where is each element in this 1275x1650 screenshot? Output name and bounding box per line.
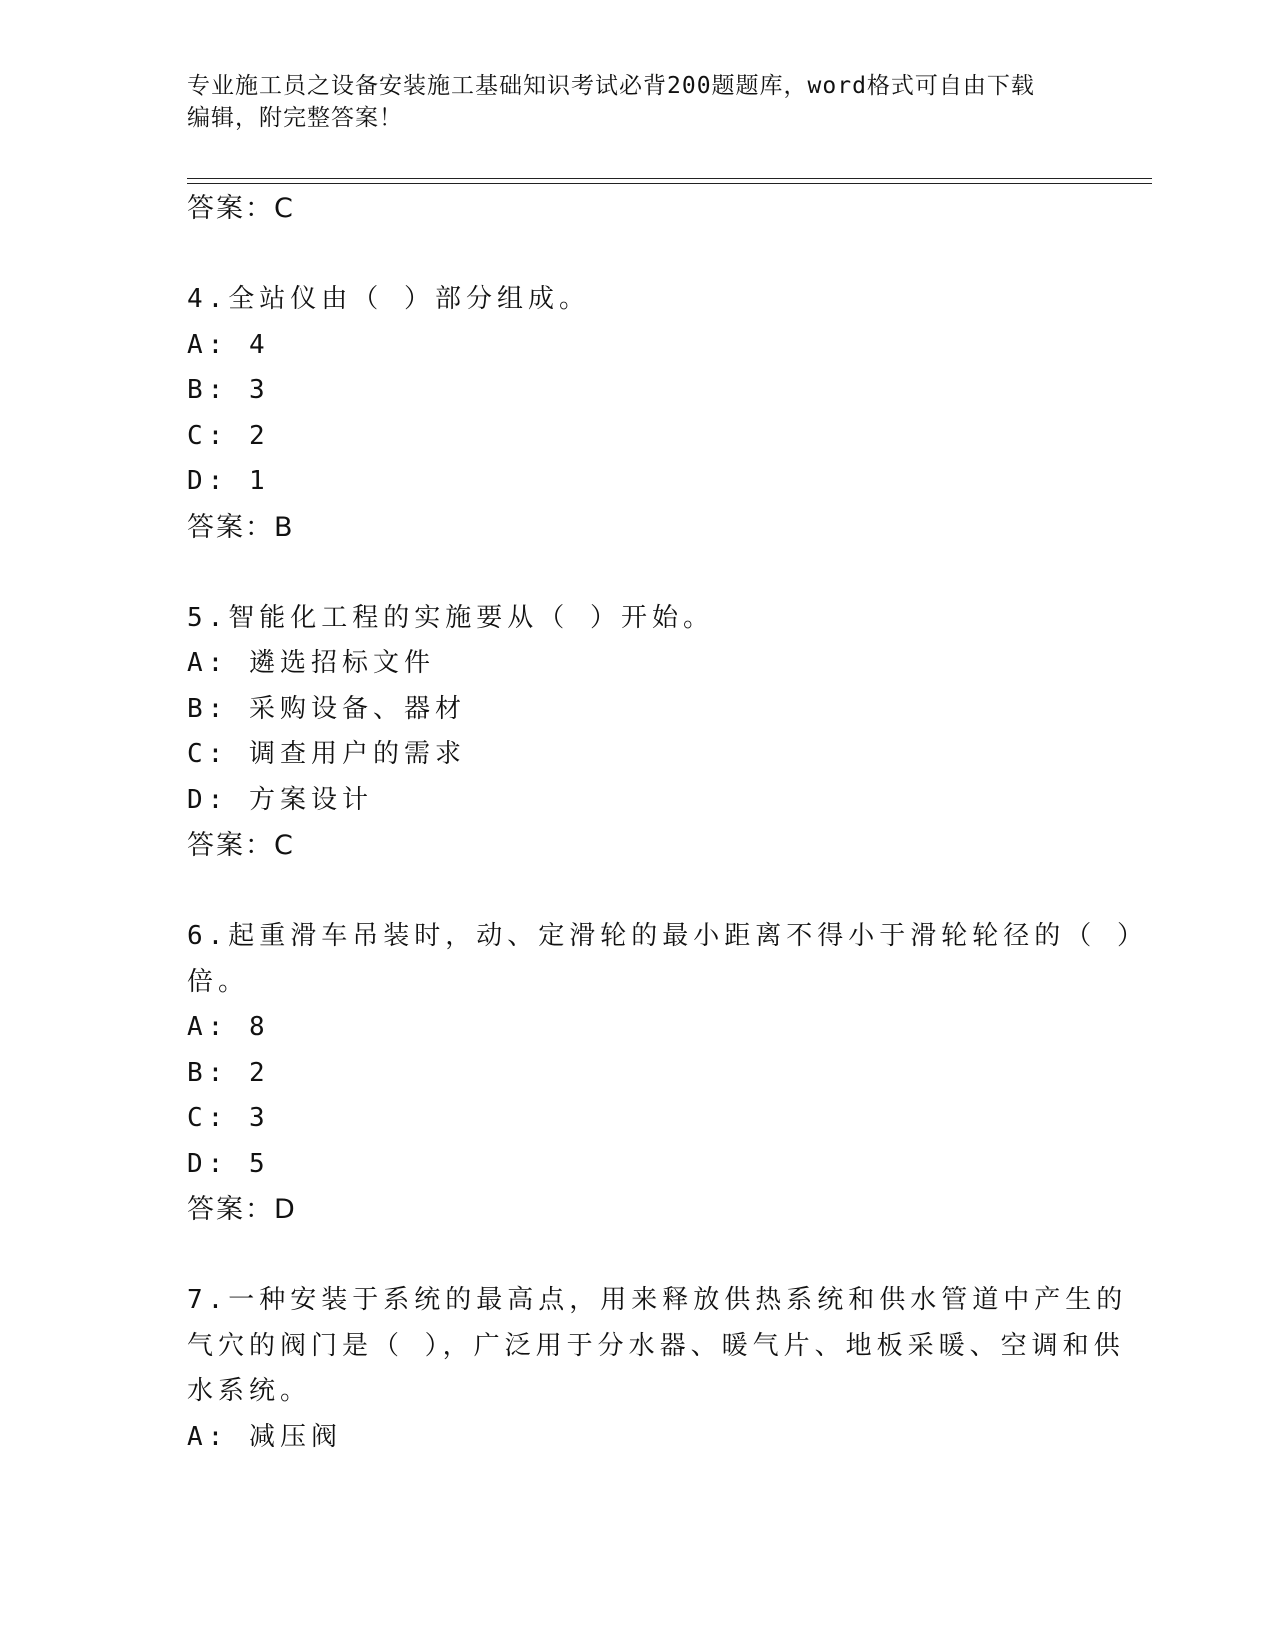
question-stem: 6.起重滑车吊装时，动、定滑轮的最小距离不得小于滑轮轮径的（ ） [187,921,1148,951]
header-divider-bottom [187,183,1152,184]
spacer [187,550,1087,596]
question-stem: 4.全站仪由（ ）部分组成。 [187,284,590,314]
option-d: D: 方案设计 [187,784,373,815]
question-stem-continued: 水系统。 [187,1376,312,1406]
option-d: D: 1 [187,466,270,496]
answer: 答案：B [187,511,295,543]
option-a: A: 4 [187,329,270,360]
header-title-line-1: 专业施工员之设备安装施工基础知识考试必背200题题库，word格式可自由下载 [187,73,1035,99]
question-7 [187,1278,1128,1460]
option-a: A: 减压阀 [187,1421,342,1452]
option-a: A: 遴选招标文件 [187,648,435,678]
question-6 [187,914,1148,1233]
spacer [187,1233,1087,1279]
option-b: B: 采购设备、器材 [187,693,466,724]
option-c: C: 2 [187,420,270,451]
spacer [187,869,1087,915]
option-a: A: 8 [187,1012,270,1042]
question-list [187,186,1148,1460]
question-5 [187,596,1087,869]
question-stem: 7.一种安装于系统的最高点，用来释放供热系统和供水管道中产生的 [187,1285,1128,1315]
option-b: B: 2 [187,1057,270,1088]
question-stem: 5.智能化工程的实施要从（ ）开始。 [187,602,714,633]
spacer [187,232,1087,278]
header-divider-top [187,178,1152,179]
answer: 答案：C [187,830,295,861]
question-stem-continued: 倍。 [187,966,250,997]
option-c: C: 调查用户的需求 [187,739,466,769]
question-stem-continued: 气穴的阀门是（ ），广泛用于分水器、暖气片、地板采暖、空调和供 [187,1330,1125,1361]
option-c: C: 3 [187,1103,270,1133]
answer: 答案：D [187,1194,297,1225]
option-b: B: 3 [187,375,270,405]
page-header [187,70,1067,134]
header-title-line-2: 编辑，附完整答案！ [187,105,403,131]
previous-answer: 答案：C [187,193,295,224]
question-4 [187,277,1087,550]
option-d: D: 5 [187,1148,270,1179]
